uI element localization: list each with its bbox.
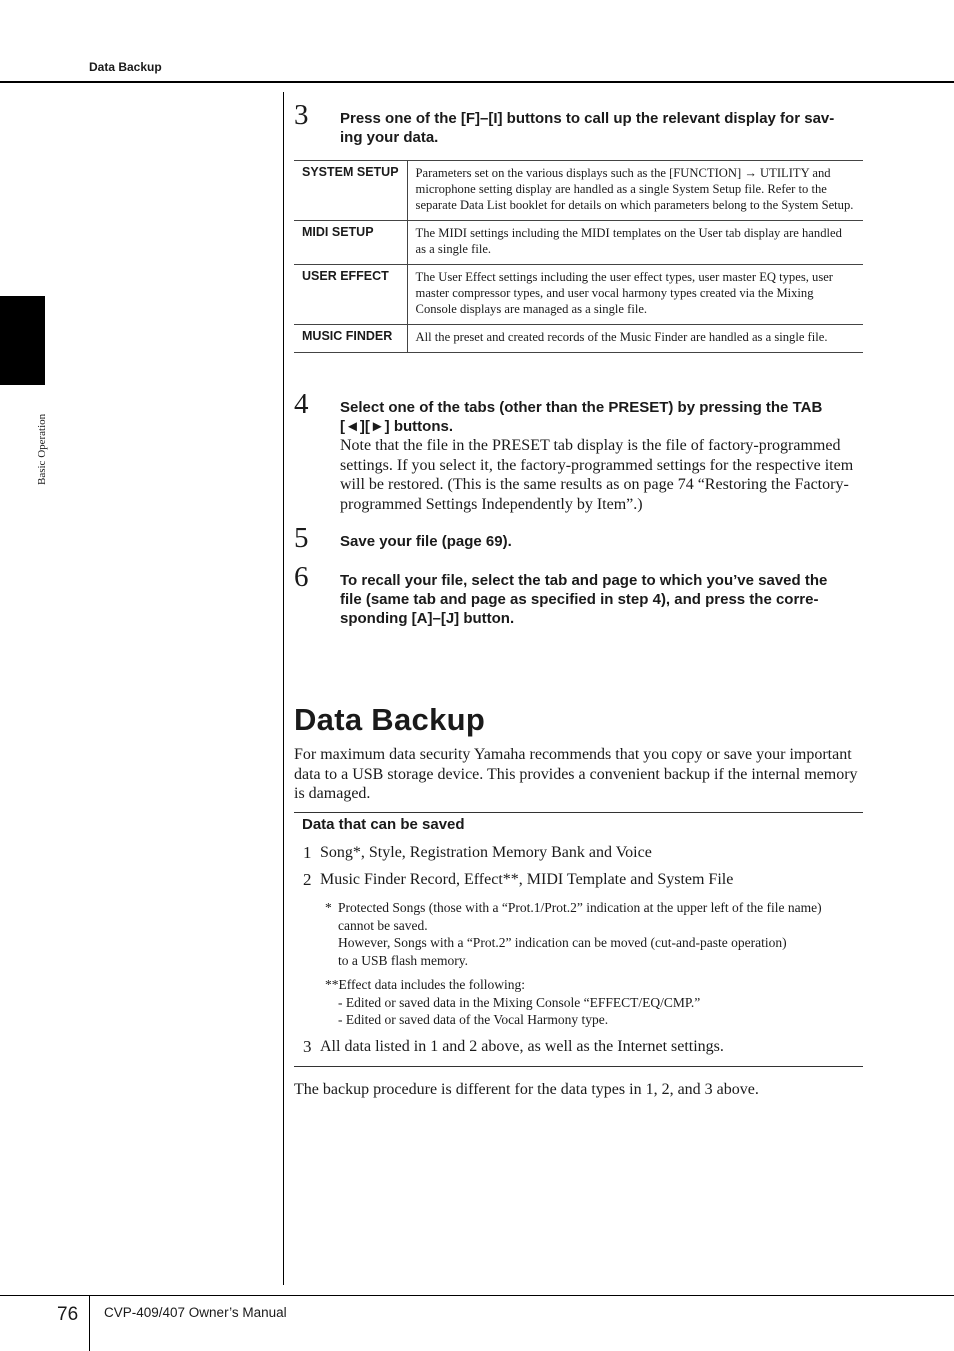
- box-top-rule: [294, 812, 863, 813]
- step-heading-line: ing your data.: [340, 129, 439, 146]
- box-title: Data that can be saved: [302, 816, 465, 833]
- step-heading-line: Press one of the [F]–[I] buttons to call up the relevant display for sav-: [340, 110, 835, 127]
- step-body-text: Note that the file in the PRESET tab display is the file of factory-programmed settings. If you select it, the factory-programmed settings for the respective item will be restored. (This is the same results as on page 74 “Restoring the Factory-programmed Settings Independently by Item”.): [340, 437, 854, 513]
- page-number: 76: [57, 1304, 79, 1325]
- chapter-tab-label: Basic Operation: [36, 413, 48, 485]
- footnote-protected-songs: [338, 899, 863, 969]
- table-row: [294, 221, 863, 265]
- step-number: 6: [294, 561, 309, 593]
- item-text: All data listed in 1 and 2 above, as well as the Internet settings.: [320, 1038, 724, 1055]
- manual-title: CVP-409/407 Owner’s Manual: [104, 1305, 287, 1320]
- step-heading: Save your file (page 69).: [340, 533, 512, 550]
- footnote-line: to a USB flash memory.: [338, 952, 468, 968]
- table-value: The MIDI settings including the MIDI templates on the User tab display are handled as a single file.: [407, 221, 863, 265]
- step-heading-line: Select one of the tabs (other than the PRESET) by pressing the TAB: [340, 399, 823, 416]
- column-divider: [283, 92, 284, 1285]
- table-key: SYSTEM SETUP: [294, 161, 407, 221]
- table-row: [294, 265, 863, 325]
- footer-vertical-divider: [89, 1295, 90, 1351]
- step-heading-line: [◄][►] buttons.: [340, 418, 453, 435]
- step-heading-line: To recall your file, select the tab and page to which you’ve saved the: [340, 572, 828, 589]
- table-row: [294, 161, 863, 221]
- table-value: Parameters set on the various displays such as the [FUNCTION] → UTILITY and microphone setting display are handled as a single System Setup file. Refer to the separate Data List booklet for details on which parameters belong to the System Setup.: [407, 161, 863, 221]
- table-key: MIDI SETUP: [294, 221, 407, 265]
- section-title: Data Backup: [294, 702, 486, 737]
- footnote-line: - Edited or saved data of the Vocal Harmony type.: [338, 1012, 609, 1027]
- step-number: 5: [294, 522, 309, 554]
- item-text: Music Finder Record, Effect**, MIDI Template and System File: [320, 871, 734, 888]
- footnote-line: cannot be saved.: [338, 917, 428, 933]
- step-number: 3: [294, 99, 309, 131]
- step-heading-line: file (same tab and page as specified in step 4), and press the corre-: [340, 591, 819, 608]
- box-bottom-rule: [294, 1066, 863, 1067]
- running-header: Data Backup: [89, 60, 162, 74]
- footnote-line: Protected Songs (those with a “Prot.1/Prot.2” indication at the upper left of the file name): [338, 900, 822, 915]
- item-number: 1: [303, 843, 312, 862]
- footnote-line: **Effect data includes the following:: [325, 977, 525, 992]
- table-key: USER EFFECT: [294, 265, 407, 325]
- footer-divider: [0, 1295, 954, 1296]
- step-heading: [340, 109, 863, 147]
- footnote-line: However, Songs with a “Prot.2” indication can be moved (cut-and-paste operation): [338, 935, 787, 950]
- step-number: 4: [294, 388, 309, 420]
- footnote-marker: *: [325, 900, 332, 915]
- item-text: Song*, Style, Registration Memory Bank and Voice: [320, 844, 652, 861]
- table-value: All the preset and created records of the Music Finder are handled as a single file.: [407, 325, 863, 353]
- item-number: 3: [303, 1037, 312, 1056]
- section-intro: For maximum data security Yamaha recommends that you copy or save your important data to a USB storage device. This provides a convenient backup if the internal memory is damaged.: [294, 746, 858, 802]
- file-type-table: [294, 160, 863, 353]
- table-key: MUSIC FINDER: [294, 325, 407, 353]
- table-value: The User Effect settings including the user effect types, user master EQ types, user master compressor types, and user vocal harmony types created via the Mixing Console displays are managed as a single file.: [407, 265, 863, 325]
- item-number: 2: [303, 870, 312, 889]
- chapter-tab-marker: [0, 296, 45, 385]
- step-heading-line: sponding [A]–[J] button.: [340, 610, 515, 627]
- footnote-line: - Edited or saved data in the Mixing Console “EFFECT/EQ/CMP.”: [338, 994, 701, 1010]
- closing-paragraph: The backup procedure is different for the data types in 1, 2, and 3 above.: [294, 1081, 759, 1098]
- table-row: [294, 325, 863, 353]
- footnote-effect-data: [325, 976, 700, 1029]
- step-heading: [340, 571, 863, 628]
- header-divider: [0, 81, 954, 83]
- step-heading: [340, 398, 863, 436]
